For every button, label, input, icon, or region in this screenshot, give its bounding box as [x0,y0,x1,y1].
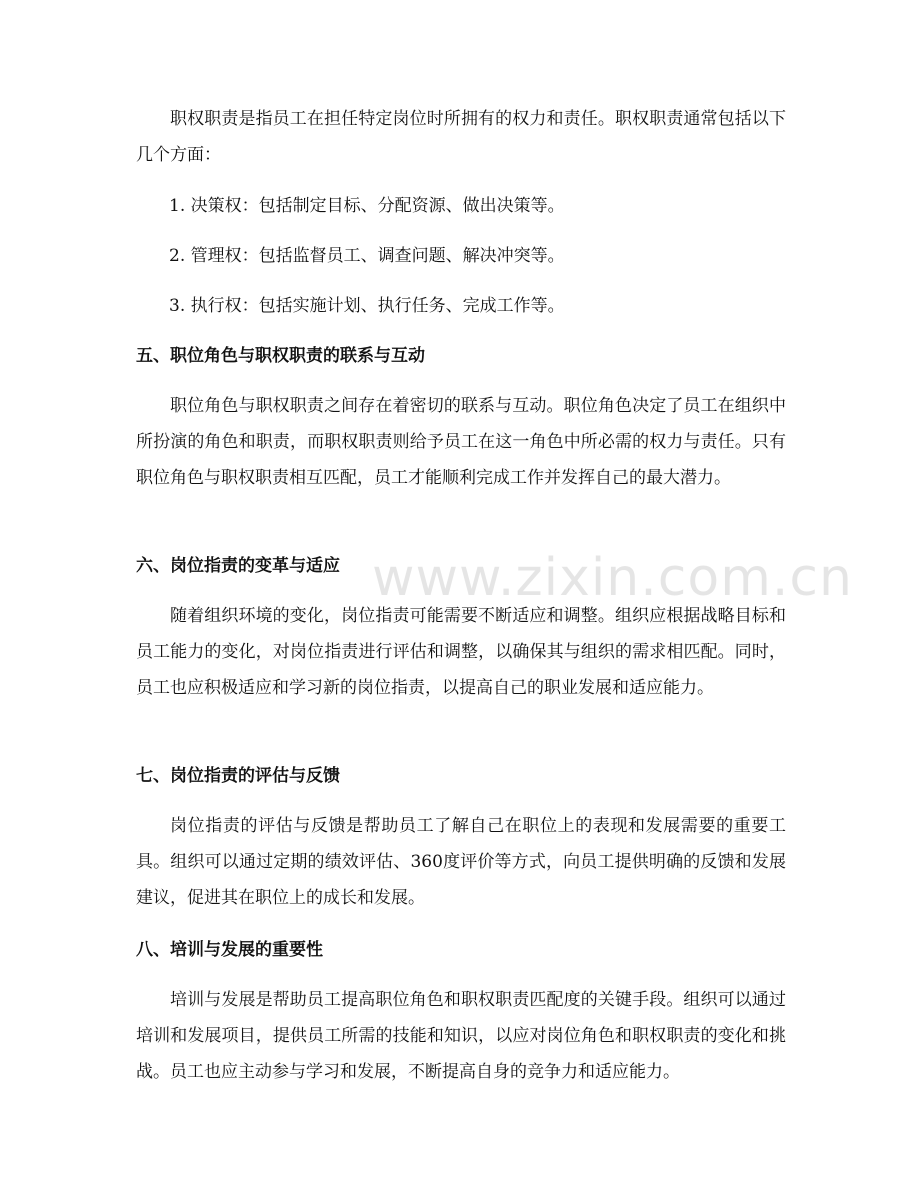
intro-paragraph: 职权职责是指员工在担任特定岗位时所拥有的权力和责任。职权职责通常包括以下几个方面： [136,109,786,165]
section-heading: 七、岗位指责的评估与反馈 [136,766,340,786]
list-item: 3. 执行权：包括实施计划、执行任务、完成工作等。 [169,296,565,316]
section-heading: 五、职位角色与职权职责的联系与互动 [136,346,425,366]
list-item: 2. 管理权：包括监督员工、调查问题、解决冲突等。 [169,246,565,266]
section-heading: 八、培训与发展的重要性 [136,940,323,960]
section-paragraph: 培训与发展是帮助员工提高职位角色和职权职责匹配度的关键手段。组织可以通过培训和发展项目，提供员工所需的技能和知识，以应对岗位角色和职权职责的变化和挑战。员工也应主动参与学习和发展，不断提高自身的竞争力和适应能力。 [136,990,786,1082]
section-paragraph: 随着组织环境的变化，岗位指责可能需要不断适应和调整。组织应根据战略目标和员工能力的变化，对岗位指责进行评估和调整，以确保其与组织的需求相匹配。同时，员工也应积极适应和学习新的岗位指责，以提高自己的职业发展和适应能力。 [136,606,786,698]
list-item: 1. 决策权：包括制定目标、分配资源、做出决策等。 [169,196,565,216]
watermark: www.zixin.com.cn [372,548,853,608]
section-paragraph: 职位角色与职权职责之间存在着密切的联系与互动。职位角色决定了员工在组织中所扮演的角色和职责，而职权职责则给予员工在这一角色中所必需的权力与责任。只有职位角色与职权职责相互匹配，员工才能顺利完成工作并发挥自己的最大潜力。 [136,396,786,488]
section-paragraph: 岗位指责的评估与反馈是帮助员工了解自己在职位上的表现和发展需要的重要工具。组织可以通过定期的绩效评估、360度评价等方式，向员工提供明确的反馈和发展建议，促进其在职位上的成长和发展。 [136,816,786,908]
section-heading: 六、岗位指责的变革与适应 [136,556,340,576]
